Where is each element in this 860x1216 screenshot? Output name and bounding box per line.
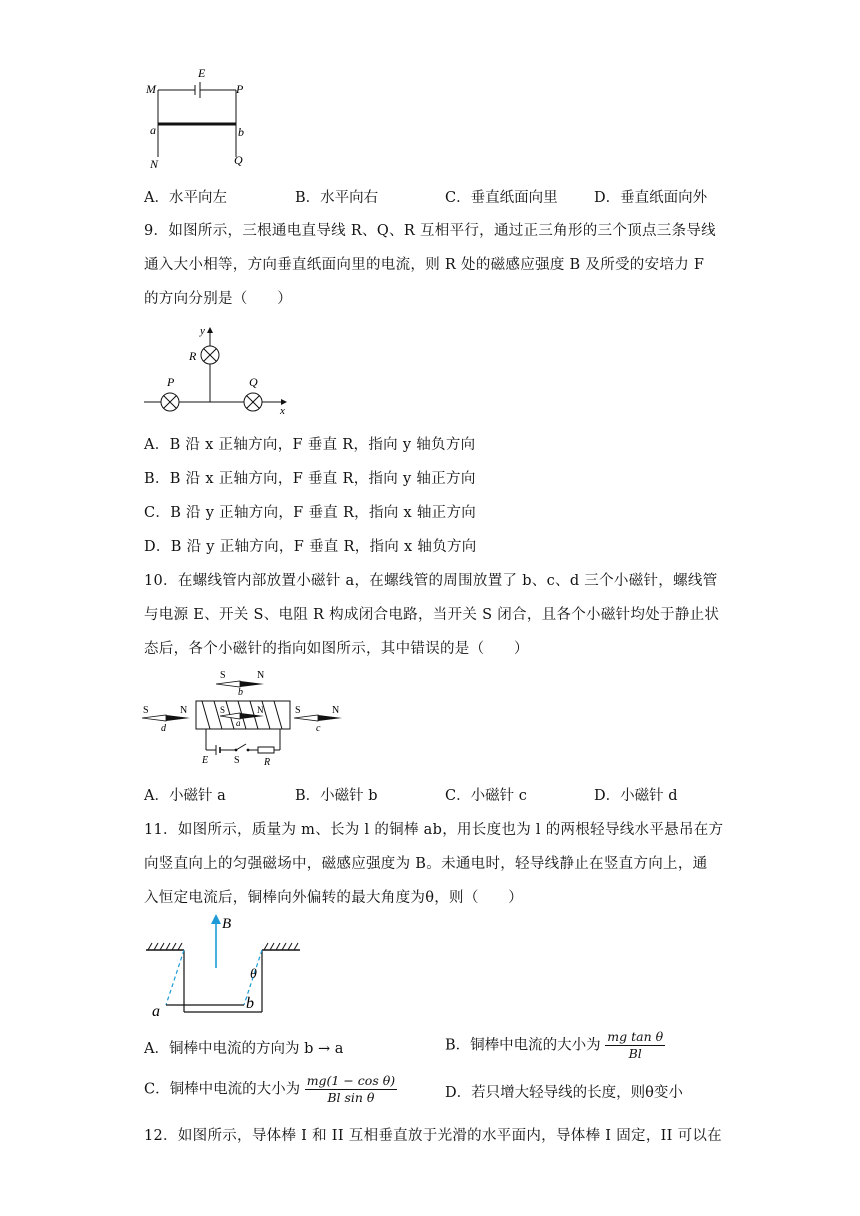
label-P: P: [236, 82, 244, 96]
needle-a-S: S: [220, 705, 226, 715]
q11-option-b-text: B．铜棒中电流的大小为: [445, 1037, 601, 1054]
fraction-numerator: mg tan θ: [607, 1029, 664, 1044]
label-E: E: [198, 66, 206, 80]
q11-copper-rod-figure: [140, 912, 320, 1020]
label-E: E: [202, 755, 209, 766]
fraction-numerator: mg(1 − cos θ): [306, 1073, 396, 1088]
needle-c-label: c: [316, 723, 321, 734]
q10-solenoid-figure: [140, 664, 350, 768]
label-x: x: [280, 405, 285, 417]
q9-option-d: D．B 沿 y 正轴方向，F 垂直 R，指向 x 轴负方向: [144, 539, 477, 555]
needle-d-label: d: [161, 723, 166, 734]
switch-S: [236, 744, 246, 750]
q9-stem-line-2: 通入大小相等，方向垂直纸面向里的电流，则 R 处的磁感应强度 B 及所受的安培力 F: [144, 257, 705, 273]
q10-stem-line-1: 10．在螺线管内部放置小磁针 a，在螺线管的周围放置了 b、c、d 三个小磁针，螺线管: [144, 573, 718, 589]
q8-circuit-figure: [140, 62, 260, 172]
q11-option-c: [144, 1073, 397, 1106]
q8-option-a: A．水平向左: [144, 190, 227, 206]
label-S: S: [234, 755, 240, 766]
q8-option-c: C．垂直纸面向里: [445, 190, 558, 206]
needle-b-label: b: [238, 687, 243, 698]
q9-option-b: B．B 沿 x 正轴方向，F 垂直 R，指向 y 轴正方向: [144, 471, 476, 487]
label-R: R: [264, 757, 271, 768]
q8-option-b: B．水平向右: [295, 190, 379, 206]
deflected-wire-left: [166, 950, 184, 1005]
q11-stem-line-3: 入恒定电流后，铜棒向外偏转的最大角度为θ，则（ ）: [144, 890, 524, 906]
needle-a-N: N: [257, 705, 264, 715]
q11-option-c-fraction: [305, 1073, 397, 1106]
label-Q: Q: [234, 153, 243, 167]
q9-option-a: A．B 沿 x 正轴方向，F 垂直 R，指向 y 轴负方向: [144, 437, 476, 453]
resistor-R: [258, 747, 274, 753]
needle-d-S: S: [143, 705, 149, 716]
label-R: R: [189, 349, 197, 363]
q9-stem-line-1: 9．如图所示，三根通电直导线 R、Q、R 互相平行，通过正三角形的三个顶点三条导线: [144, 223, 716, 239]
needle-b-N: N: [257, 670, 265, 681]
q9-wires-figure: [140, 322, 300, 420]
label-M: M: [146, 82, 156, 96]
q12-stem-line-1: 12．如图所示，导体棒 I 和 II 互相垂直放于光滑的水平面内，导体棒 I 固定，II 可以在: [144, 1128, 722, 1144]
q11-option-a: A．铜棒中电流的方向为 b → a: [144, 1041, 344, 1057]
q10-option-d: D．小磁针 d: [594, 788, 678, 804]
label-a: a: [150, 123, 156, 137]
q9-option-c: C．B 沿 y 正轴方向，F 垂直 R，指向 x 轴正方向: [144, 505, 477, 521]
q10-stem-line-3: 态后，各个小磁针的指向如图所示，其中错误的是（ ）: [144, 641, 529, 657]
q11-option-c-text: C．铜棒中电流的大小为: [144, 1081, 301, 1098]
needle-d-N: N: [180, 705, 188, 716]
label-theta: θ: [250, 967, 257, 982]
label-P: P: [167, 375, 175, 389]
label-b: b: [238, 125, 244, 139]
label-N: N: [150, 157, 159, 171]
label-B: B: [222, 916, 232, 932]
q10-option-c: C．小磁针 c: [445, 788, 527, 804]
q11-stem-line-1: 11．如图所示，质量为 m、长为 l 的铜棒 ab，用长度也为 l 的两根轻导线水平悬吊在方: [144, 822, 724, 838]
needle-c-S: S: [295, 705, 301, 716]
fraction-denominator: Bl sin θ: [327, 1090, 375, 1105]
label-y: y: [200, 325, 205, 337]
needle-c-N: N: [332, 705, 340, 716]
q8-option-d: D．垂直纸面向外: [594, 190, 708, 206]
q11-option-b-fraction: [605, 1029, 665, 1062]
q11-option-d: D．若只增大轻导线的长度，则θ变小: [445, 1085, 683, 1101]
needle-a-label: a: [236, 718, 241, 728]
q10-option-b: B．小磁针 b: [295, 788, 378, 804]
q10-stem-line-2: 与电源 E、开关 S、电阻 R 构成闭合电路，当开关 S 闭合，且各个小磁针均处于静止状: [144, 607, 720, 623]
needle-b: [216, 681, 240, 687]
needle-b-S: S: [220, 670, 226, 681]
q11-stem-line-2: 向竖直向上的匀强磁场中，磁感应强度为 B。未通电时，轻导线静止在竖直方向上，通: [144, 856, 708, 872]
q9-stem-line-3: 的方向分别是（ ）: [144, 291, 292, 307]
q10-option-a: A．小磁针 a: [144, 788, 226, 804]
label-a: a: [152, 1003, 160, 1020]
label-b: b: [246, 995, 254, 1012]
label-Q: Q: [249, 375, 258, 389]
q11-option-b: [445, 1029, 665, 1062]
fraction-denominator: Bl: [628, 1046, 642, 1061]
